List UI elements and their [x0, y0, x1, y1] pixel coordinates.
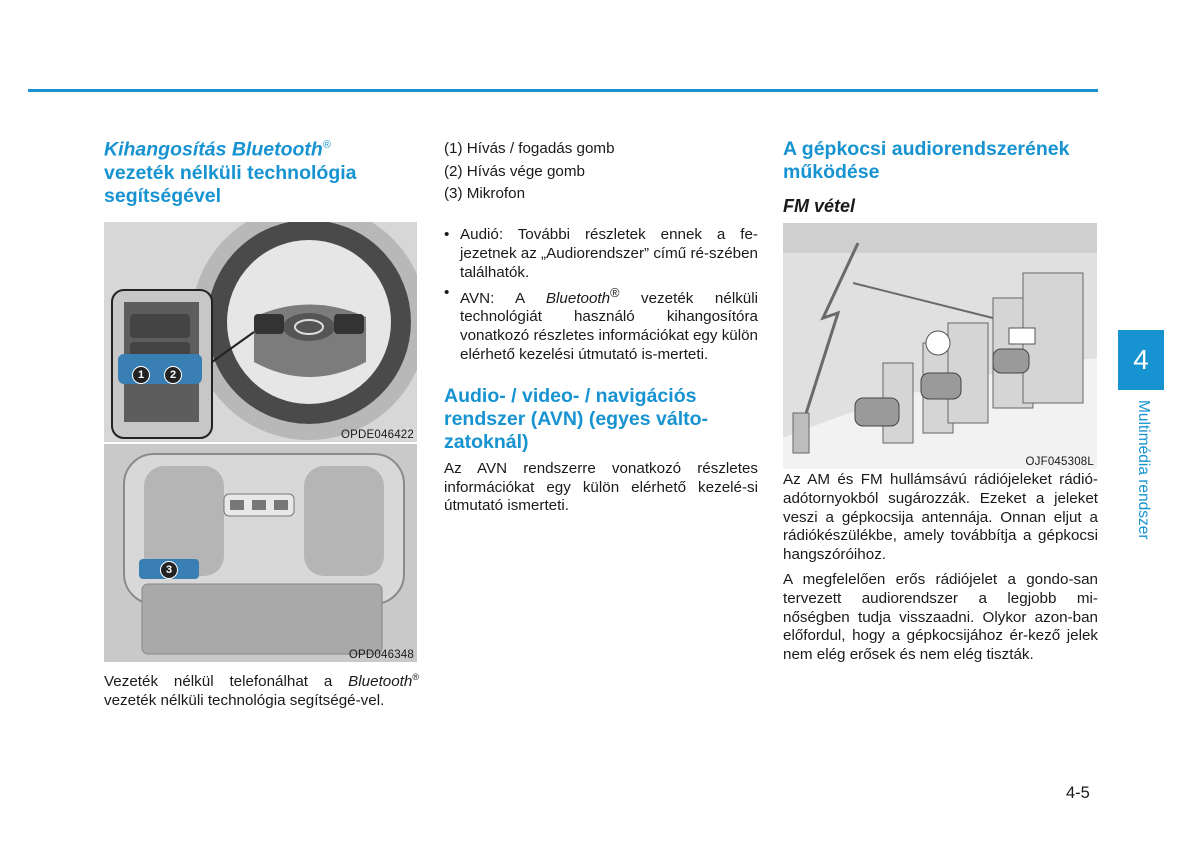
callout-1: 1 [132, 366, 150, 384]
avn-heading: Audio- / video- / navigációs rendszer (AVN) (egyes válto-zatoknál) [444, 384, 709, 453]
callout-3: 3 [160, 561, 178, 579]
bullet-audio: • Audió: További részletek ennek a fe-jezetnek az „Audiorendszer” című ré-szében találhatók. [444, 226, 758, 282]
overhead-console-figure [104, 444, 417, 662]
info-bullets [444, 226, 758, 365]
chapter-tab: 4 [1118, 330, 1164, 390]
figure-code: OPDE046422 [341, 429, 414, 441]
callout-2: 2 [164, 366, 182, 384]
button-list [444, 138, 758, 206]
list-item: (2) Hívás vége gomb [444, 162, 585, 180]
audio-heading: A gépkocsi audiorendszerének működése [783, 138, 1070, 183]
bluetooth-heading: Kihangosítás Bluetooth® vezeték nélküli technológia segítségével [104, 138, 357, 207]
steering-wheel-illustration [104, 222, 417, 442]
fm-reception-figure [783, 223, 1097, 469]
list-item: (1) Hívás / fogadás gomb [444, 140, 615, 157]
bullet-avn: • AVN: A Bluetooth® vezeték nélküli technológiát használó kihangosítóra vonatkozó részletes információkat egy külön elérhető kezelési útmutató is-merteti. [444, 284, 758, 365]
list-item: (3) Mikrofon [444, 185, 526, 203]
left-column [104, 134, 419, 711]
fm-paragraph-1: Az AM és FM hullámsávú rádiójeleket rádió-adótornyokból sugározzák. Ezeket a jeleket veszi a gépkocsija antennája. Onnan eljut a rádiókészülékbe, amely továbbítja a gépkocsi hangszóróihoz. [783, 471, 1098, 564]
fm-reception-illustration [783, 223, 1097, 469]
figure-code: OJF045308L [1025, 456, 1094, 468]
steering-wheel-figure [104, 222, 417, 442]
chapter-label: Multimédia rendszer [1135, 400, 1152, 540]
figure-code: OPD046348 [348, 649, 414, 661]
fm-paragraph-2: A megfelelően erős rádiójelet a gondo-san tervezett audiorendszer a legjobb mi-nőségben tudja visszaadni. Olykor azon-ban előfordul, hogy a gépkocsijához ér-kező jelek nem elég erősek és nem elég tiszták. [783, 570, 1098, 664]
figure-caption: Vezeték nélkül telefonálhat a Bluetooth® vezeték nélküli technológia segítségé-vel. [104, 672, 419, 709]
header-rule [28, 89, 1098, 92]
right-column [783, 138, 1098, 665]
fm-subheading: FM vétel [783, 196, 856, 216]
avn-paragraph: Az AVN rendszerre vonatkozó részletes információkat egy külön elérhető kezelé-si útmutató ismerteti. [444, 459, 758, 515]
page-number: 4-5 [1066, 784, 1090, 802]
overhead-console-illustration [104, 444, 417, 662]
middle-column [444, 138, 758, 516]
